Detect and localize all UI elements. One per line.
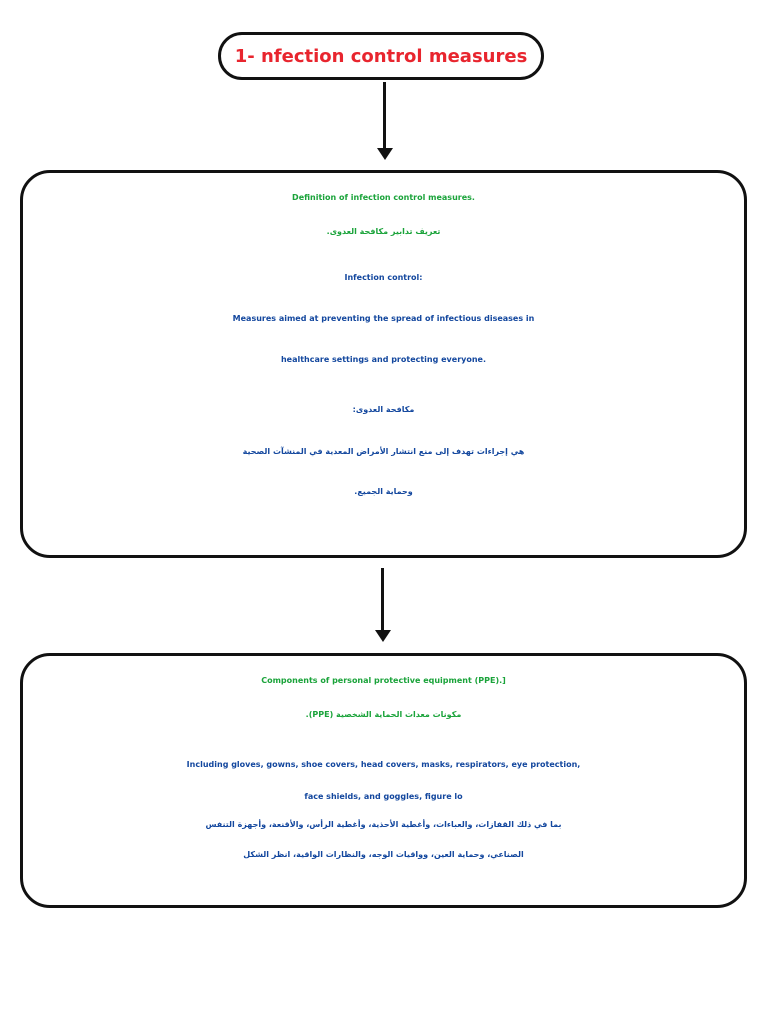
title-box xyxy=(218,32,544,80)
ppe-body-en-line2: face shields, and goggles, figure lo xyxy=(304,792,463,801)
definition-body-ar-line1: هي إجراءات تهدف إلى منع انتشار الأمراض المعدية في المنشآت الصحية xyxy=(242,447,525,456)
definition-body-en-line2: healthcare settings and protecting everyone. xyxy=(280,355,487,364)
arrow-head xyxy=(377,148,393,160)
definition-body-ar-line2: وحماية الجميع. xyxy=(354,487,413,496)
ppe-heading-en: Components of personal protective equipment (PPE).] xyxy=(261,676,506,685)
ppe-box xyxy=(20,653,747,908)
definition-heading-ar: تعريف تدابير مكافحة العدوى. xyxy=(326,227,441,236)
diagram-title: 1- nfection control measures xyxy=(234,45,528,67)
arrow-head xyxy=(375,630,391,642)
ppe-body-ar-line2: الصناعي، وحماية العين، وواقيات الوجه، والنظارات الواقية، انظر الشكل xyxy=(243,850,524,859)
infection-control-subheading-en: Infection control: xyxy=(344,273,423,282)
definition-body-en-line1: Measures aimed at preventing the spread of infectious diseases in xyxy=(232,314,535,323)
arrow-down-1 xyxy=(377,82,393,160)
arrow-shaft xyxy=(381,568,384,632)
definition-box xyxy=(20,170,747,558)
definition-heading-en: Definition of infection control measures. xyxy=(292,193,475,202)
ppe-heading-ar: مكونات معدات الحماية الشخصية (PPE). xyxy=(305,710,462,719)
infection-control-subheading-ar: مكافحة العدوى: xyxy=(352,405,415,414)
ppe-body-en-line1: Including gloves, gowns, shoe covers, head covers, masks, respirators, eye protection, xyxy=(186,760,581,769)
arrow-shaft xyxy=(383,82,386,150)
ppe-body-ar-line1: بما في ذلك القفازات، والعباءات، وأغطية الأحذية، وأغطية الرأس، والأقنعة، وأجهزة التنفس xyxy=(205,820,562,829)
arrow-down-2 xyxy=(375,568,391,644)
